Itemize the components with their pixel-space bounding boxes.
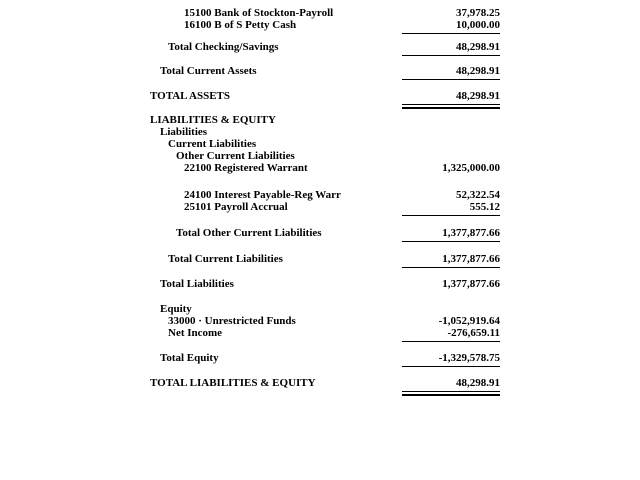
account-label: 24100 Interest Payable-Reg Warr — [184, 189, 341, 201]
account-label: LIABILITIES & EQUITY — [150, 114, 276, 126]
account-value: 48,298.91 — [456, 65, 500, 77]
account-value: 1,377,877.66 — [442, 227, 500, 239]
account-label: Total Current Assets — [160, 65, 257, 77]
account-value: -276,659.11 — [447, 327, 500, 339]
report-row — [0, 189, 500, 201]
account-value: 48,298.91 — [456, 377, 500, 389]
account-value: 10,000.00 — [456, 19, 500, 31]
account-label: 22100 Registered Warrant — [184, 162, 308, 174]
report-row — [0, 126, 500, 138]
account-label: 33000 · Unrestricted Funds — [168, 315, 296, 327]
report-row — [0, 303, 500, 315]
report-row — [0, 253, 500, 265]
account-value: 1,325,000.00 — [442, 162, 500, 174]
account-label: Total Current Liabilities — [168, 253, 283, 265]
account-label: Net Income — [168, 327, 223, 339]
report-row — [0, 150, 500, 162]
account-label: Liabilities — [160, 126, 208, 138]
account-label: TOTAL LIABILITIES & EQUITY — [150, 377, 316, 389]
report-row — [0, 352, 500, 364]
subtotal-rule — [402, 79, 500, 80]
account-value: -1,052,919.64 — [438, 315, 500, 327]
account-value: 1,377,877.66 — [442, 253, 500, 265]
subtotal-rule — [402, 33, 500, 34]
report-row — [0, 138, 500, 150]
report-row — [0, 41, 500, 53]
subtotal-rule — [402, 366, 500, 367]
report-row — [0, 7, 500, 19]
account-value: -1,329,578.75 — [438, 352, 500, 364]
account-value: 1,377,877.66 — [442, 278, 500, 290]
account-label: Total Other Current Liabilities — [176, 227, 322, 239]
report-row — [0, 327, 500, 339]
subtotal-rule — [402, 241, 500, 242]
account-label: Total Liabilities — [160, 278, 234, 290]
account-label: Total Equity — [160, 352, 219, 364]
grand-total-rule — [402, 104, 500, 109]
account-label: Current Liabilities — [168, 138, 257, 150]
account-label: Total Checking/Savings — [168, 41, 279, 53]
account-label: 16100 B of S Petty Cash — [184, 19, 297, 31]
subtotal-rule — [402, 215, 500, 216]
grand-total-rule — [402, 391, 500, 396]
account-label: 15100 Bank of Stockton-Payroll — [184, 7, 334, 19]
report-row — [0, 162, 500, 174]
report-row — [0, 377, 500, 389]
report-row — [0, 90, 500, 102]
subtotal-rule — [402, 267, 500, 268]
account-value: 48,298.91 — [456, 90, 500, 102]
account-value: 48,298.91 — [456, 41, 500, 53]
account-value: 52,322.54 — [456, 189, 500, 201]
report-row — [0, 227, 500, 239]
report-row — [0, 315, 500, 327]
account-value: 555.12 — [469, 201, 500, 213]
subtotal-rule — [402, 55, 500, 56]
account-label: 25101 Payroll Accrual — [184, 201, 288, 213]
subtotal-rule — [402, 341, 500, 342]
account-label: Other Current Liabilities — [176, 150, 295, 162]
report-row — [0, 19, 500, 31]
account-label: Equity — [160, 303, 192, 315]
report-row — [0, 278, 500, 290]
report-row — [0, 65, 500, 77]
account-value: 37,978.25 — [456, 7, 500, 19]
account-label: TOTAL ASSETS — [150, 90, 231, 102]
report-row — [0, 114, 500, 126]
report-row — [0, 201, 500, 213]
